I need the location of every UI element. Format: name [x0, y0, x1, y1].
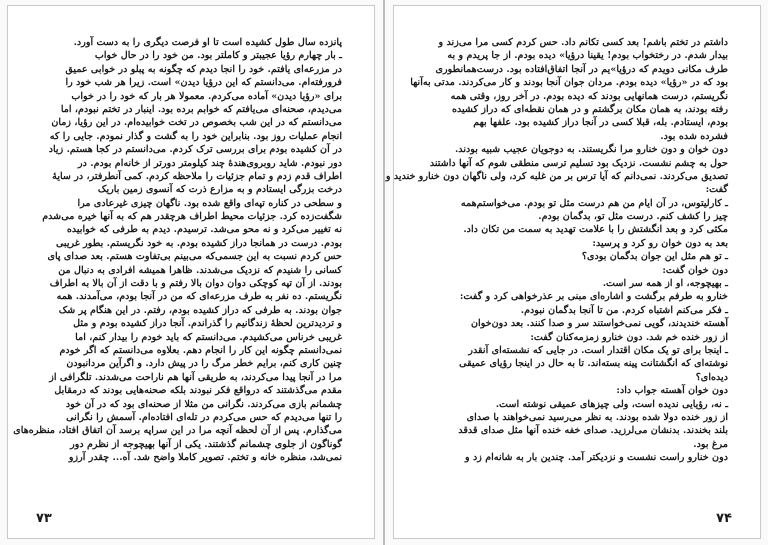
text-line: نگریستم، درست همانهایی بودند که دیده بودم. در آخر روز، وقتی همه: [450, 90, 728, 102]
text-line: انجام عملیات روز بود. بنابراین خود را به گشت و گذار نمودم. جایی را که: [49, 130, 342, 142]
text-line: دیده‌ای؟: [695, 371, 728, 383]
text-line: نمی‌دانستم چگونه این کار را انجام دهم. بعلاوه می‌دانستم که اگر خودم: [59, 344, 342, 356]
text-line: و تردیدترین لحظهٔ زندگانیم را گذراندم. آنجا دراز کشیده بودم و مثل: [73, 318, 342, 330]
text-line: جوان بودند. به طرفی که دراز کشیده بودم، رفتم. در این هنگام پر شک: [58, 304, 342, 316]
text-line: می‌دانستم که در این شب بخصوص در تخت خوابیده‌ام. در این رؤیا، زمان: [51, 117, 342, 129]
text-line: درخت بزرگی ایستادم و به مزارع ذرت که آنسوی زمین باریک: [97, 184, 342, 196]
text-line: مرا در آنجا پیدا می‌کردند، به طریقی آنها هم ناراحت می‌شدند. تلگرافی از: [49, 371, 342, 383]
text-line: ـ فکر می‌کنم اشتباه کردم. من تا آنجا بدگمان نبودم.: [520, 304, 728, 316]
right-page-number: ۷۴: [716, 511, 732, 526]
text-line: بود که در «رؤیا» دیده بودم. مردان جوان آنجا بودند و کار می‌کردند. مدتی به‌آنها: [410, 77, 728, 89]
book-gutter: [383, 0, 385, 545]
text-line: را تنها می‌دیدم که حس می‌کردم در تله‌ای افتاده‌ام. آسمش را نگرانی: [66, 411, 342, 423]
text-line: پانزده سال طول کشیده است تا او فرصت دیگری را به دست آورد.: [73, 37, 342, 48]
text-line: در مزرعه‌ای یافتم. خود را انجا دیدم که چگونه به پبلو در خوابی عمیق: [65, 63, 342, 75]
text-line: و سطحی در کناره تپه‌ای واقع شده بود. ناگهان چیزی غیرعادی مرا: [77, 197, 342, 209]
left-page: [8, 6, 374, 538]
text-line: چنین کاری کنم، برایم خطر مرگ را در پیش دارد. و اگرآین مردانبودن: [66, 358, 342, 370]
text-line: فرورفته‌ام. می‌دانستم که این درؤیا دیدن» است. زیرا هر شب خود را: [65, 77, 342, 89]
text-line: نوشته‌ای که انگشتانت پینه بسته‌اند. تا به حال در اینجا رؤیای عمیقی: [459, 358, 728, 370]
text-line: بعد به دون خوان رو کرد و پرسید:: [592, 237, 728, 249]
text-line: می‌گذارم. پس از آن لحظه آنچه مرا در این سراپه‌ برسد آن اتفاق افتاد، منظره‌های: [13, 425, 342, 437]
text-line: دون خوان گفت:: [662, 264, 728, 276]
text-line: نه تغییر می‌کرد و نه محو می‌شد. ترسیدم. دیدم به طرفی که خوابیده: [66, 224, 342, 236]
text-line: داشتم در تختم باشم! بعد کسی تکانم داد. حس کردم کسی مرا می‌زند و: [438, 37, 728, 48]
text-line: غریبی خرناس می‌کشیدم. می‌دانستم که باید خودم را بیدار کنم، اما: [75, 331, 342, 343]
text-line: بیدار شدم. در رختخواب بودم! یقینا درؤیا» دیده بودم. از جا پریدم و به: [447, 50, 728, 62]
text-line: دور نبودم. شاید روبروی‌هندهٔ چند کیلومتر دورتر از خانه‌ام بودم. در: [77, 157, 342, 169]
text-line: ـ تو هم مثل این جوان بدگمان بودی؟: [581, 251, 728, 263]
text-line: از زور خنده خم شد. دون خنارو زمزمه‌کنان گفت:: [530, 331, 728, 343]
text-line: نگریستم. ده نفر به طرف مزرعه‌ای که من در آنجا بودم، می‌آمدند. همه: [56, 291, 342, 303]
text-line: ـ بار چهارم رؤیا عجیبتر و کاملتر بود. من خود را در حال خواب: [94, 50, 342, 62]
text-line: رفته بودند، به همان مکان برگشتم و در همان نقطه‌ای که دراز کشیده: [451, 103, 728, 115]
text-line: در آن کشیده بودم برای بررسی ترک کردم. می‌دانستم در کجا هستم. زیاد: [48, 144, 342, 156]
text-line: حس کردم نسبت به این جسمی‌که می‌بینم بی‌تفاوت هستم. بعد صدای پای: [47, 251, 342, 263]
text-line: دون خنارو راست نشست و نزدیکتر آمد. چندین بار به شانه‌ام زد و: [464, 452, 728, 464]
text-line: حول به چشم نشست. نزدیک بود تسلیم ترسی منطقی شوم که آنها داشتند: [429, 157, 728, 169]
text-line: بلند بخندند. بدنشان می‌لرزید. صدای خفه خنده آنها مثل صدای قدقد: [458, 425, 728, 437]
text-line: فشرده شده بود.: [660, 130, 728, 142]
right-page-text: [385, 36, 728, 465]
text-line: کسانی را شنیدم که نزدیک می‌شدند. ظاهرا همیشه افرادی به دنبال من: [58, 264, 342, 276]
text-line: از زور خنده دولا شده بودند. به نظر می‌رسید نمی‌خواهند با صدای: [466, 411, 728, 423]
text-line: دون خوان و دون خنارو مرا نگریستند. به دوجویان عجیب شبیه بودند.: [454, 144, 728, 156]
text-line: آهسته خندیدند، گویی نمی‌خواستند سر و صدا کنند. بعد دون‌خوان: [471, 318, 728, 330]
text-line: دون خوان آهسته جواب داد:: [616, 385, 728, 397]
text-line: خنارو به طرفم برگشت و اشاره‌ای مبنی بر عذرخواهی کرد و گفت:: [459, 291, 728, 303]
text-line: نمی‌شد، منظره خانه و تختم. تصویر کاملا واضح شد. آه... چقدر آرزو: [68, 452, 342, 464]
text-line: اطراف قدم زدم و تمام جزئیات را ملاحظه کردم. کمی آنطرفتر، در سایهٔ: [52, 170, 342, 182]
text-line: می‌دیدم، صحنه‌ای می‌یافتم که خوابم برده بود. اینبار در تختم نبودم، اما: [60, 103, 342, 115]
text-line: شگفت‌زده کرد. جزئیات محیط اطراف هرچقدر هم که به آنها خیره می‌شدم: [42, 211, 342, 223]
text-line: ـ اینجا برای تو یک مکان اقتدار است. در جایی که نشسته‌ای آنقدر: [468, 344, 728, 356]
text-line: بودم، ایستادم. بله، قبلا کسی در آنجا دراز کشیده بود. علفها بهم: [473, 117, 728, 129]
text-line: ـ نه، رؤیایی ندیده است، ولی چیزهای عمیقی نوشته است.: [495, 398, 728, 410]
text-line: بودم. درست در همانجا دراز کشیده بودم. به خود نگریستم. بطور غریبی: [55, 237, 342, 249]
text-line: مرغ بود.: [693, 438, 728, 450]
text-line: بودند. از آن تپه کوچکی دوان دوان بالا رفتم و با دقت از آن بالا به اطراف: [49, 278, 342, 290]
text-line: ـ کارلیتوس، در آن ایام من هم درست مثل تو بودم. می‌خواستم‌همه: [460, 197, 728, 209]
text-line: طرف مکانی دویدم که درؤیا»یم در آنجا اتفاق‌افتاده بود. درست‌همانطوری: [435, 63, 728, 75]
text-line: چشمانم بازی می‌کردند. نگرانی من مثلا از صحنه‌ای بود که در آن خود: [65, 398, 342, 410]
text-line: ـ بهیچوجه، او از همه سر است.: [602, 278, 728, 290]
left-page-text: [13, 36, 342, 465]
text-line: گفت:: [705, 184, 728, 196]
left-page-number: ۷۳: [36, 511, 52, 526]
text-line: تصدیق می‌کردند. نمی‌دانم که آیا ترس بر من غلبه کرد، ولی ناگهان دون خنارو خندید و: [385, 170, 728, 182]
text-line: گوناگون از جلوی چشمانم گذشتند. یکی از آنها بهیچوجه از نظرم دور: [70, 438, 342, 450]
text-line: مکثی کرد و بعد انگشتش را با علامت تهدید به سمت من تکان داد.: [463, 224, 728, 236]
text-line: چیز را کشف کنم. درست مثل تو، بدگمان بودم.: [538, 211, 728, 223]
text-line: برای «رؤیا دیدن» آماده می‌کردم. معمولا هر بار که خود را در خواب: [71, 90, 342, 102]
right-page: [385, 6, 760, 538]
text-line: مقدم می‌گذشتند که درواقع فکر نبودند بلکه صحنه‌هایی بودند که درمقابل: [54, 385, 342, 397]
